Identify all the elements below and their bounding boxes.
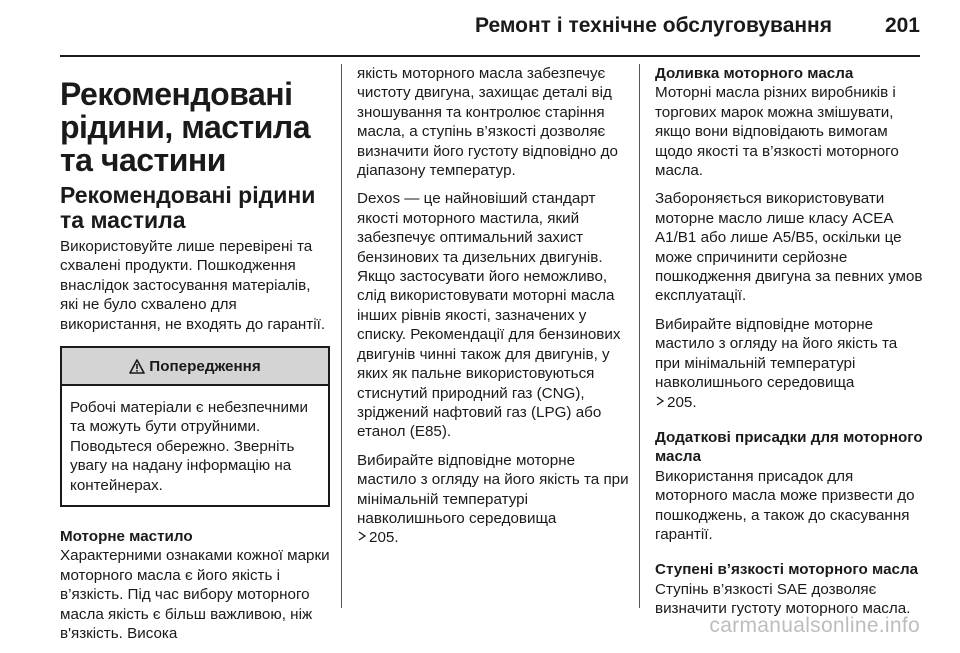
paragraph: якість моторного масла забезпечує чистоту двигуна, захищає деталі від зношування та контролює старіння масла, а ступінь в’язкості дозволяє визначити його густоту відповідно до діапазону температур. bbox=[357, 65, 618, 180]
intro-paragraph: Використовуйте лише перевірені та схвалені продукти. Пошкодження внаслідок застосування матеріалів, які не було схвалено для використання, не входять до гарантії. bbox=[60, 238, 326, 333]
additives-heading: Додаткові присадки для моторного масла bbox=[655, 428, 923, 466]
column-divider bbox=[639, 64, 640, 608]
motor-oil-heading: Моторне мастило bbox=[60, 528, 193, 546]
viscosity-heading: Ступені в’язкості моторного масла bbox=[655, 561, 919, 579]
reference-arrow-icon bbox=[357, 528, 367, 547]
warning-triangle-icon bbox=[129, 359, 145, 374]
reference-arrow-icon bbox=[655, 393, 665, 412]
paragraph-text: Вибирайте відповідне моторне мастило з огляду на його якість та при мінімальній температурі навколишнього середовища bbox=[357, 451, 629, 527]
warning-title: Попередження bbox=[149, 357, 261, 375]
warning-text: Робочі матеріали є небезпечними та можуть бути отруйними. Поводьтеся обережно. Зверніть увагу на надану інформацію на контейнерах. bbox=[70, 399, 308, 494]
paragraph: Ступінь в’язкості SAE дозволяє визначити густоту моторного масла. bbox=[655, 580, 911, 618]
subsection-title: Рекомендовані рідини та мастила bbox=[60, 182, 316, 233]
column-divider bbox=[341, 64, 342, 608]
paragraph bbox=[655, 315, 925, 412]
page-reference-link[interactable]: 205. bbox=[369, 529, 399, 547]
column-1 bbox=[60, 64, 330, 653]
topup-heading: Доливка моторного масла bbox=[655, 65, 854, 82]
header-rule bbox=[60, 55, 920, 57]
section-title: Рекомендовані рідини, мастила та частини bbox=[60, 76, 311, 178]
watermark: carmanualsonline.info bbox=[709, 614, 920, 637]
page-number: 201 bbox=[884, 14, 920, 37]
paragraph bbox=[357, 451, 629, 548]
paragraph: Використання присадок для моторного масла може призвести до пошкоджень, а також до скасування гарантії. bbox=[655, 467, 915, 543]
running-title: Ремонт і технічне обслуговування bbox=[475, 14, 832, 37]
warning-box bbox=[60, 346, 330, 507]
warning-header bbox=[62, 348, 328, 386]
paragraph-text: Вибирайте відповідне моторне мастило з огляду на його якість та при мінімальній температурі навколишнього середовища bbox=[655, 315, 898, 392]
paragraph: Забороняється використовувати моторне масло лише класу ACEA A1/B1 або лише A5/B5, оскільки це може спричинити серйозне пошкодження двигуна за певних умов експлуатації. bbox=[655, 190, 923, 305]
motor-oil-paragraph: Характерними ознаками кожної марки моторного масла є його якість і в’язкість. Під час вибору моторного масла якість є більш важливою, ніж в'язкість. Висока bbox=[60, 547, 330, 643]
paragraph: Dexos — це найновіший стандарт якості моторного мастила, який забезпечує оптимальний захист бензинових та дизельних двигунів. Якщо застосувати його неможливо, слід використовувати моторні масла інших рівнів якості, зазначених у списку. Рекомендації для бензинових двигунів чинні також для двигунів, у яких як пальне використовуються стиснутий природний газ (CNG), зріджений нафтовий газ (LPG) або етанол (E85). bbox=[357, 190, 621, 441]
page-reference-link[interactable]: 205. bbox=[667, 393, 697, 411]
column-2 bbox=[357, 64, 629, 557]
paragraph: Моторні масла різних виробників і торгових марок можна змішувати, якщо вони відповідають вимогам щодо якості та в’язкості моторного масла. bbox=[655, 84, 899, 180]
column-3 bbox=[655, 64, 925, 628]
running-header bbox=[0, 0, 960, 50]
